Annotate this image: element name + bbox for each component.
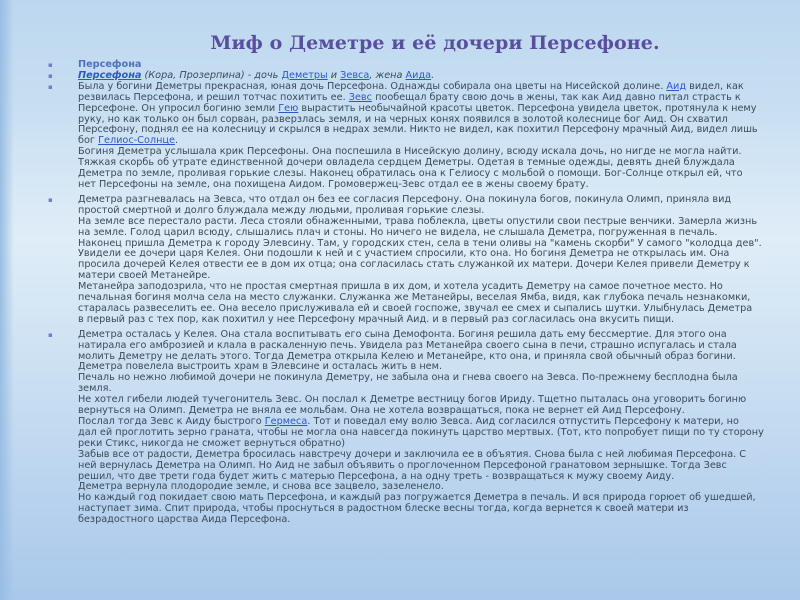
text-line: Деметра разгневалась на Зевса, что отдал он без ее согласия Персефону. Она покинула богов, покинула Олимп, приняла вид <box>78 193 732 205</box>
text-line: молить Деметру не делать этого. Тогда Деметра открыла Келею и Метанейре, кто она, и приняла свой обычный образ богини. <box>78 350 736 362</box>
intro-line: Персефона (Кора, Прозерпина) - дочь Деметры и Зевса, жена Аида. <box>78 69 435 81</box>
text-line: Тяжкая скорбь об утрате единственной дочери овладела сердцем Деметры. Одетая в темные одежды, девять дней блуждала <box>78 157 735 169</box>
text-line: дал ей проглотить зерно граната, чтобы не могла она навсегда покинуть царство мертвых. (Тот, кто попробует пищи по ту сторону <box>78 426 764 438</box>
link-zeus[interactable]: Зевса <box>340 69 370 81</box>
text-line: Не хотел гибели людей тучегонитель Зевс. Он послал к Деметре вестницу богов Ириду. Тщетно пыталась она уговорить богиню <box>78 394 747 406</box>
link-zeus-2[interactable]: Зевс <box>348 91 372 103</box>
text-line: Персефону, поднял ее на колесницу и скрылся в недрах земли. Никто не видел, как похитил Персефону мрачный Аид, видел лишь <box>78 124 758 136</box>
link-gaia[interactable]: Гею <box>278 102 299 114</box>
text-line: резвилась Персефона, и решил тотчас похитить ее. Зевс пообещал брату свою дочь в жены, так как Аид давно питал страсть к <box>78 91 741 103</box>
link-helios[interactable]: Гелиос-Солнце <box>98 135 175 147</box>
link-hades-2[interactable]: Аид <box>666 80 687 92</box>
text-line: Богиня Деметра услышала крик Персефоны. Она поспешила в Нисейскую долину, всюду искала дочь, но нигде не могла найти. <box>78 146 742 158</box>
text-line: нет Персефоны на земле, она похищена Аидом. Громовержец-Зевс отдал ее в жены своему брату. <box>78 178 589 190</box>
text-line: решил, что две трети года будет жить с матерью Персефона, а на одну треть - возвращаться к мужу своему Аиду. <box>78 470 675 482</box>
bullet-icon: ▪ <box>48 61 53 69</box>
link-hades[interactable]: Аида <box>405 69 432 81</box>
bullet-icon: ▪ <box>48 82 53 91</box>
text-line: натирала его амброзией и клала в раскаленную печь. Увидела раз Метанейра своего сына в печи, страшно испугалась и стала <box>78 339 737 351</box>
text-line: Деметра осталась у Келея. Она стала воспитывать его сына Демофонта. Богиня решила дать ему бессмертие. Для этого она <box>78 328 727 340</box>
link-demeter[interactable]: Деметры <box>281 69 328 81</box>
text-line: ней вернулась Деметра на Олимп. Но Аид не забыл объявить о проглоченном Персефоной гранатовом зернышке. Тогда Зевс <box>78 459 727 471</box>
text-line: Была у богини Деметры прекрасная, юная дочь Персефона. Однажды собирала она цветы на Нисейской долине. Аид видел, как <box>78 80 744 92</box>
bullet-icon: ▪ <box>48 330 53 339</box>
text-line: Но каждый год покидает свою мать Персефона, и каждый раз погружается Деметра в печаль. И вся природа горюет об ушедшей, <box>78 492 756 504</box>
text-line: бог Гелиос-Солнце. <box>78 135 179 147</box>
link-hermes[interactable]: Гермеса <box>264 416 308 427</box>
text-line: Печаль но нежно любимой дочери не покинула Деметру, не забыла она и гнева своего на Зевса. По-прежнему бесплодна была <box>78 372 738 384</box>
text-line: Деметра по земле, проливая горькие слезы. Наконец обратилась она к Гелиосу с мольбой о помощи. Бог-Солнце открыл ей, что <box>78 168 743 180</box>
list-item-paragraph-2 <box>48 195 786 326</box>
text-line: на земле. Голод царил всюду, слышались плач и стоны. Но ничего не видела, не слышала Деметра, погруженная в печаль. <box>78 226 718 238</box>
text-line: руку, но как только он был сорван, разверзлась земля, и на черных конях появился в золотой колеснице бог Аид. Он схватил <box>78 113 728 125</box>
list-item-paragraph-1 <box>48 82 786 191</box>
text-line: старалась развеселить ее. Она весело прислуживала ей и своей госпоже, звучал ее смех и сыпались шутки. Улыбнулась Деметра <box>78 302 753 314</box>
text-line: Забыв все от радости, Деметра бросилась навстречу дочери и заключила ее в объятия. Снова была с ней любимая Персефона. С <box>78 448 747 460</box>
text-line: безрадостного царства Аида Персефона. <box>78 514 291 526</box>
text-line: Послал тогда Зевс к Аиду быстрого Гермеса. Тот и поведал ему волю Зевса. Аид согласился отпустить Персефону к матери, но <box>78 416 739 427</box>
heading-persephone: Персефона <box>78 59 142 70</box>
list-item-paragraph-3 <box>48 330 786 526</box>
text-line: печальная богиня молча села на место служанки. Служанка же Метанейры, веселая Ямба, видя, как глубока печаль незнакомки, <box>78 292 751 304</box>
link-persephone[interactable]: Персефона <box>78 69 142 81</box>
slide-body <box>48 60 786 526</box>
text-line: Деметра вернула плодородие земле, и снова все зацвело, зазеленело. <box>78 481 444 493</box>
text-line: Персефоне. Он упросил богиню земли Гею вырастить необычайной красоты цветок. Персефона увидела цветок, протянула к нему <box>78 102 757 114</box>
text-line: простой смертной и долго блуждала между людьми, проливая горькие слезы. <box>78 204 485 216</box>
text-line: матери своей Метанейре. <box>78 270 211 282</box>
text-line: Наконец пришла Деметра к городу Элевсину. Там, у городских стен, села в тени оливы на "камень скорби" У самого "колодца дев". <box>78 237 762 249</box>
text-line: наступает зима. Спит природа, чтобы проснуться в радостном блеске весны тогда, когда вернется к своей матери из <box>78 503 689 515</box>
left-gradient-band <box>0 0 14 600</box>
text-line: просила дочерей Келея отвести ее в дом их отца; она согласилась стать служанкой их матери. Дочери Келея привели Деметру к <box>78 259 750 271</box>
text-line: На земле все перестало расти. Леса стояли обнаженными, трава поблекла, цветы опустили свои пестрые венчики. Замерла жизнь <box>78 215 758 227</box>
text-line: Метанейра заподозрила, что не простая смертная пришла в их дом, и хотела усадить Деметру на самое почетное место. Но <box>78 281 723 293</box>
bullet-icon: ▪ <box>48 71 53 80</box>
bullet-icon: ▪ <box>48 195 53 204</box>
text-line: земля. <box>78 383 112 395</box>
text-line: вернуться на Олимп. Деметра не вняла ее мольбам. Она не хотела возвращаться, пока не вернет ей Аид Персефону. <box>78 405 685 417</box>
text-line: реки Стикс, никогда не сможет вернуться обратно) <box>78 437 346 449</box>
text-line: Увидели ее дочери царя Келея. Они подошли к ней и с участием спросили, кто она. Но богиня Деметра не открылась им. Она <box>78 248 730 260</box>
text-line: Деметра повелела выстроить храм в Элевсине и осталась жить в нем. <box>78 361 443 373</box>
slide-title: Миф о Деметре и её дочери Персефоне. <box>210 32 660 54</box>
text-line: в первый раз с тех пор, как похитил у нее Персефону мрачный Аид. и в первый раз согласилась она вкусить пищи. <box>78 313 675 325</box>
